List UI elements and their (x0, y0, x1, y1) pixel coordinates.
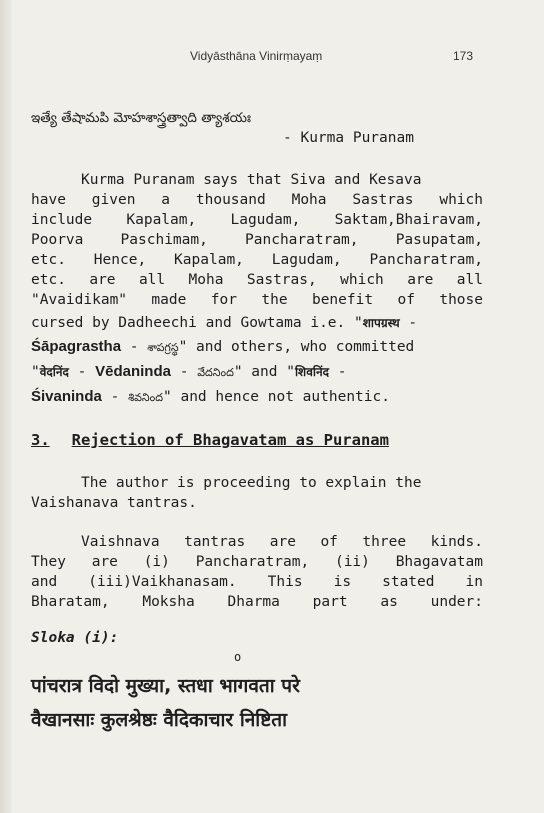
quote-source: - Kurma Puranam (283, 130, 414, 146)
sloka-label: Sloka (i): (31, 630, 119, 646)
line-text: " and others, who committed (178, 339, 415, 355)
section-number: 3. (31, 431, 50, 449)
sanskrit-term: शापग्रस्थ (362, 316, 400, 330)
paragraph-line: Vaishnava tantras are of three kinds. (81, 534, 483, 550)
paragraph-line: They are (i) Pancharatram, (ii) Bhagavatam (31, 554, 483, 570)
paragraph-3 (31, 532, 483, 612)
sloka-line: वैखानसाः कुलश्रेष्ठः वैदिकाचार निष्टिता (31, 709, 288, 731)
paragraph-line: etc. Hence, Kapalam, Lagudam, Pancharatram, (31, 252, 483, 268)
paragraph-1 (31, 170, 483, 408)
section-heading (31, 431, 483, 449)
telugu-quote: ఇత్యే తేషామపి మోహశాస్త్రత్వాది త్యాశయః (31, 110, 251, 126)
page-number: 173 (453, 49, 474, 63)
paragraph-line: have given a thousand Moha Sastras which (31, 192, 483, 208)
paragraph-line: etc. are all Moha Sastras, which are all (31, 272, 483, 288)
header-title: Vidyāsthāna Vinirṃayaṃ (190, 49, 323, 63)
transliteration: Vēdaninda (95, 363, 171, 380)
sanskrit-term: वेदनिंद (39, 365, 69, 379)
paragraph-line: Bharatam, Moksha Dharma part as under: (31, 594, 483, 610)
sloka-line: पांचरात्र विदो मुख्या, स्तधा भागवता परे (31, 675, 300, 697)
line-text: - (170, 364, 198, 380)
sanskrit-term: शिवनिंद (294, 365, 330, 379)
paragraph-line (31, 337, 483, 358)
line-text: - (329, 364, 347, 380)
telugu-term: శాపగ్రస్థ (147, 341, 179, 354)
line-text: cursed by Dadheechi and Gowtama i.e. " (31, 315, 363, 331)
paragraph-line: Poorva Paschimam, Pancharatram, Pasupatam, (31, 232, 483, 248)
line-text: " (31, 364, 40, 380)
transliteration: Śāpagrastha (31, 338, 122, 355)
paragraph-line: The author is proceeding to explain the (81, 475, 422, 491)
telugu-term: వేదనింద (197, 366, 234, 379)
running-header (0, 49, 544, 69)
paragraph-line: Vaishanava tantras. (31, 495, 197, 511)
paragraph-line: "Avaidikam" made for the benefit of those (31, 292, 483, 308)
paragraph-line (31, 362, 483, 383)
page-edge (0, 0, 12, 813)
line-text: - (101, 389, 129, 405)
paragraph-2 (31, 473, 483, 513)
paragraph-line (31, 387, 483, 408)
line-text: " and hence not authentic. (163, 389, 390, 405)
transliteration: Śivaninda (31, 388, 102, 405)
sloka-mark: o (234, 650, 242, 664)
line-text: " and " (233, 364, 295, 380)
paragraph-line: Kurma Puranam says that Siva and Kesava (81, 172, 422, 188)
paragraph-line: include Kapalam, Lagudam, Saktam,Bhairavam, (31, 212, 483, 228)
paragraph-line: and (iii)Vaikhanasam. This is stated in (31, 574, 483, 590)
telugu-term: శివనింద (128, 391, 163, 404)
line-text: - (399, 315, 418, 331)
paragraph-line (31, 313, 483, 333)
section-title: Rejection of Bhagavatam as Puranam (71, 431, 389, 449)
line-text: - (121, 339, 148, 355)
line-text: - (68, 364, 96, 380)
